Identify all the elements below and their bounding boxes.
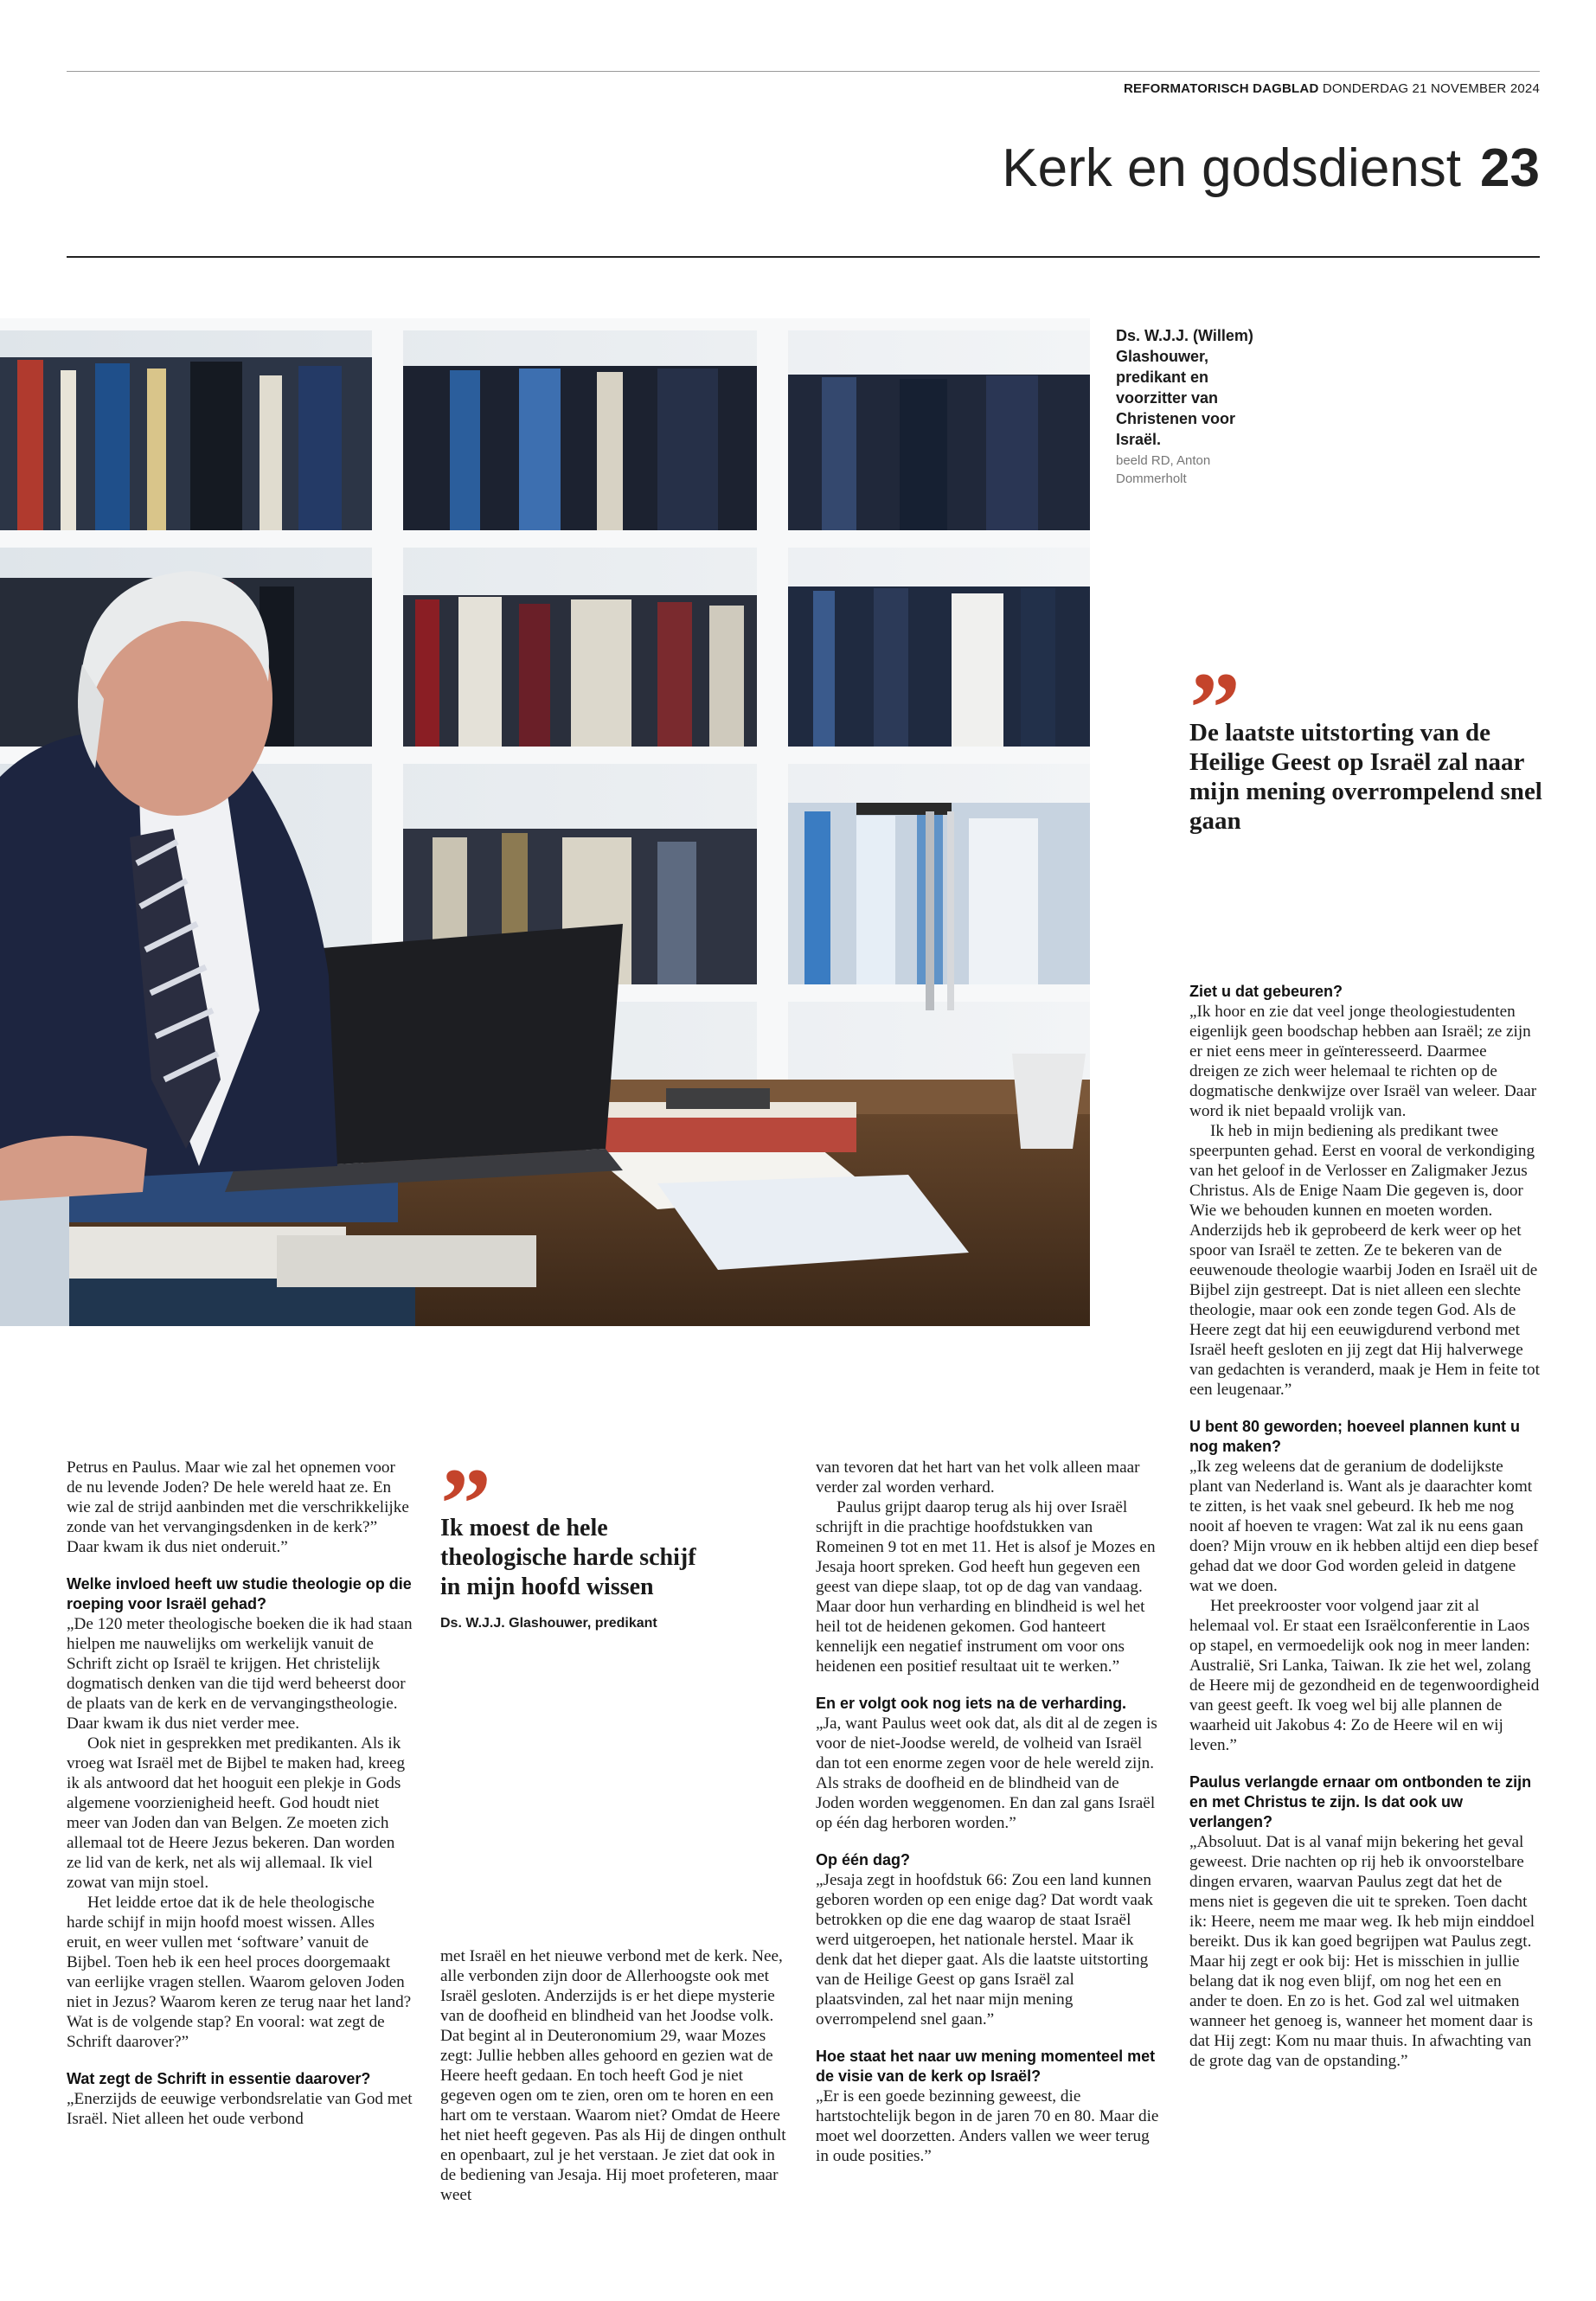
pullquote-middle	[440, 1447, 708, 1631]
top-rule	[67, 71, 1540, 72]
paragraph: Het preekrooster voor volgend jaar zit al helemaal vol. Er staat een Israëlconferentie in Laos op stapel, en vermoedelijk ook nog in meer landen: Australië, Sri Lanka, Taiwan. Ik zie het wel, zolang de Heere mij de gezondheid en de tegenwoordigheid van geest geeft. Ik voeg wel bij alle plannen de waarheid uit Jakobus 4: Zo de Heere wil en wij leven.”	[1189, 1597, 1540, 1754]
paragraph: van tevoren dat het hart van het volk alleen maar verder zal worden verhard.	[816, 1458, 1140, 1497]
masthead	[1124, 81, 1540, 96]
paragraph: „Jesaja zegt in hoofdstuk 66: Zou een land kunnen geboren worden op een enige dag? Dat wordt vaak betrokken op die ene dag waarop de staat Israël werd uitgeroepen, het nationale herstel. Maar ik denk dat het dieper gaat. Als die laatste uitstorting van de Heilige Geest op gans Israël zal plaatsvinden, zal het naar mijn mening overrompelend snel gaan.”	[816, 1871, 1153, 2029]
pullquote-text: Ik moest de hele theologische harde schijf in mijn hoofd wissen	[440, 1515, 696, 1600]
paragraph: Petrus en Paulus. Maar wie zal het opnemen voor de nu levende Joden? De hele wereld haat ze. En wie zal de strijd aanbinden met die verschrikkelijke zonde van het vervangingsdenken in de kerk?” Daar kwam ik dus niet onderuit.”	[67, 1458, 409, 1556]
paragraph: met Israël en het nieuwe verbond met de kerk. Nee, alle verbonden zijn door de Allerhoogste ook met Israël gesloten. Anderzijds is er het diepe mysterie van de doofheid en blindheid van het Joodse volk. Dat begint al in Deuteronomium 29, waar Mozes zegt: Jullie hebben alles gehoord en gezien wat de Heere heeft gedaan. En toch heeft God je niet gegeven ogen om te zien, oren om te horen en een hart om te verstaan. Waarom niet? Omdat de Heere het niet heeft gegeven. Pas als Hij de dingen onthult en openbaart, zul je het verstaan. Je ziet dat ook in de bediening van Jesaja. Hij moet profeteren, maar weet	[440, 1947, 786, 2204]
publication-name: REFORMATORISCH DAGBLAD	[1123, 81, 1319, 96]
paragraph: „Ik zeg weleens dat de geranium de dodelijkste plant van Nederland is. Want als je daarachter komt te zitten, is het vaak snel gebeurd. Ik heb me nog nooit af hoeven te vragen: Wat zal ik nu eens gaan doen? Mijn vrouw en ik hebben altijd een diep besef gehad dat we door God worden geleid in datgene wat we doen.	[1189, 1458, 1539, 1595]
interview-question: Ziet u dat gebeuren?	[1189, 983, 1343, 1000]
section-title: Kerk en godsdienst	[1002, 138, 1462, 198]
portrait-photo	[0, 318, 1090, 1326]
paragraph: „De 120 meter theologische boeken die ik had staan hielpen me nauwelijks om werkelijk vanuit de Schrift zicht op Israël te krijgen. Het christelijk dogmatisch denken van die tijd werd beheerst door de plaats van de kerk en de vervangingstheologie. Daar kwam ik dus niet verder mee.	[67, 1615, 413, 1733]
interview-question: Paulus verlangde ernaar om ontbonden te zijn en met Christus te zijn. Is dat ook uw verlangen?	[1189, 1773, 1532, 1830]
paragraph: Het leidde ertoe dat ik de hele theologische harde schijf in mijn hoofd moest wissen. Alles eruit, en weer vullen met ‘software’ vanuit de Bijbel. Toen heb ik een heel proces doorgemaakt van eerlijke vragen stellen. Waarom geloven Joden niet in Jezus? Waarom keren ze terug naar het land? Wat is de volgende stap? En vooral: wat zegt de Schrift daarover?”	[67, 1894, 412, 2051]
article-column-2	[440, 1946, 786, 2205]
interview-question: Wat zegt de Schrift in essentie daarover?	[67, 2070, 371, 2087]
paragraph: „Ja, want Paulus weet ook dat, als dit al de zegen is voor de niet-Joodse wereld, de volheid van Israël dan tot een enorme zegen voor de hele wereld zijn. Als straks de doofheid en de blindheid van de Joden worden weggenomen. En dan zal gans Israël op één dag herboren worden.”	[816, 1715, 1157, 1832]
article-column-3	[816, 1458, 1162, 2166]
caption-text: Ds. W.J.J. (Willem) Glashouwer, predikant en voorzitter van Christenen voor Israël.	[1116, 327, 1253, 448]
interview-question: Welke invloed heeft uw studie theologie op die roeping voor Israël gehad?	[67, 1575, 412, 1612]
issue-date: DONDERDAG 21 NOVEMBER 2024	[1322, 81, 1540, 96]
article-column-1	[67, 1458, 413, 2129]
paragraph: „Ik hoor en zie dat veel jonge theologiestudenten eigenlijk geen boodschap hebben aan Israël; ze zijn er niet eens meer in geïnteresseerd. Daarmee dreigen ze zich weer helemaal te richten op de dogmatische denkwijze over Israël van weleer. Daar word ik niet bepaald vrolijk van.	[1189, 1003, 1537, 1120]
study-illustration	[0, 318, 1090, 1326]
paragraph: „Enerzijds de eeuwige verbondsrelatie van God met Israël. Niet alleen het oude verbond	[67, 2090, 413, 2128]
interview-question: Op één dag?	[816, 1851, 911, 1868]
photo-credit: beeld RD, Anton Dommerholt	[1116, 453, 1211, 486]
pullquote-attribution: Ds. W.J.J. Glashouwer, predikant	[440, 1616, 657, 1631]
section-rule	[67, 256, 1540, 258]
quote-mark-icon: ”	[440, 1447, 479, 1561]
quote-mark-icon: ”	[1189, 651, 1228, 765]
section-header	[1002, 138, 1540, 198]
interview-question: U bent 80 geworden; hoeveel plannen kunt u nog maken?	[1189, 1418, 1521, 1455]
paragraph: Ook niet in gesprekken met predikanten. Als ik vroeg wat Israël met de Bijbel te maken had, kreeg ik als antwoord dat het hooguit een plekje in Gods algemene voorzienigheid heeft. God houdt niet meer van Joden dan van Belgen. Ze moeten zich allemaal tot de Heere Jezus bekeren. Dan worden ze lid van de kerk, net als wij allemaal. Ik viel zowat van mijn stoel.	[67, 1734, 406, 1892]
photo-caption	[1116, 325, 1254, 488]
paragraph: „Er is een goede bezinning geweest, die hartstochtelijk begon in de jaren 70 en 80. Maar die moet wel doorzetten. Anders vallen we weer terug in oude posities.”	[816, 2087, 1159, 2165]
pullquote-text: De laatste uitstorting van de Heilige Geest op Israël zal naar mijn mening overrompelend snel gaan	[1189, 719, 1542, 835]
paragraph: Ik heb in mijn bediening als predikant twee speerpunten gehad. Eerst en vooral de verkondiging van het geloof in de Verlosser en Zaligmaker Jezus Christus. Als de Enige Naam Die gegeven is, door Wie we behouden kunnen en moeten worden. Anderzijds heb ik geprobeerd de kerk weer op het spoor van Israël te zetten. Ze te bekeren van de eeuwenoude theologie waarbij Joden en Israël uit de Bijbel zijn gestreept. Dat is niet alleen een slechte theologie, maar ook een zonde tegen God. Als de Heere zegt dat hij een eeuwigdurend verbond met Israël heeft gesloten en jij zegt dat Hij halverwege van gedachten is veranderd, maak je Hem in feite tot een leugenaar.”	[1189, 1122, 1540, 1399]
interview-question: Hoe staat het naar uw mening momenteel met de visie van de kerk op Israël?	[816, 2048, 1156, 2085]
pullquote-top	[1189, 651, 1553, 836]
paragraph: „Absoluut. Dat is al vanaf mijn bekering het geval geweest. Drie nachten op rij heb ik onvoorstelbare dingen ervaren, waarvan Paulus zegt dat het de mens niet is gegeven die uit te spreken. Toen dacht ik: Heere, neem me maar weg. Ik heb mijn einddoel bereikt. Dus ik kan goed begrijpen wat Paulus zegt. Maar hij zegt er ook bij: Het is misschien in jullie belang dat ik nog even blijf, om nog het een en ander te doen. En zo is het. God zal wel uitmaken wanneer het genoeg is, wanneer het moment daar is dat Hij zegt: Kom nu maar thuis. In afwachting van de grote dag van de opstanding.”	[1189, 1833, 1535, 2070]
page-number: 23	[1480, 138, 1540, 198]
interview-question: En er volgt ook nog iets na de verharding.	[816, 1695, 1127, 1712]
paragraph: Paulus grijpt daarop terug als hij over Israël schrijft in die prachtige hoofdstukken van Romeinen 9 tot en met 11. Het is alsof je Mozes en Jesaja hoort spreken. God heeft hun gegeven een geest van diepe slaap, tot op de dag van vandaag. Maar door hun verharding en blindheid is wel het heil tot de heidenen gekomen. God hanteert kennelijk een negatief instrument om voor ons heidenen een positief resultaat uit te werken.”	[816, 1498, 1156, 1676]
article-column-4	[1189, 982, 1540, 2071]
